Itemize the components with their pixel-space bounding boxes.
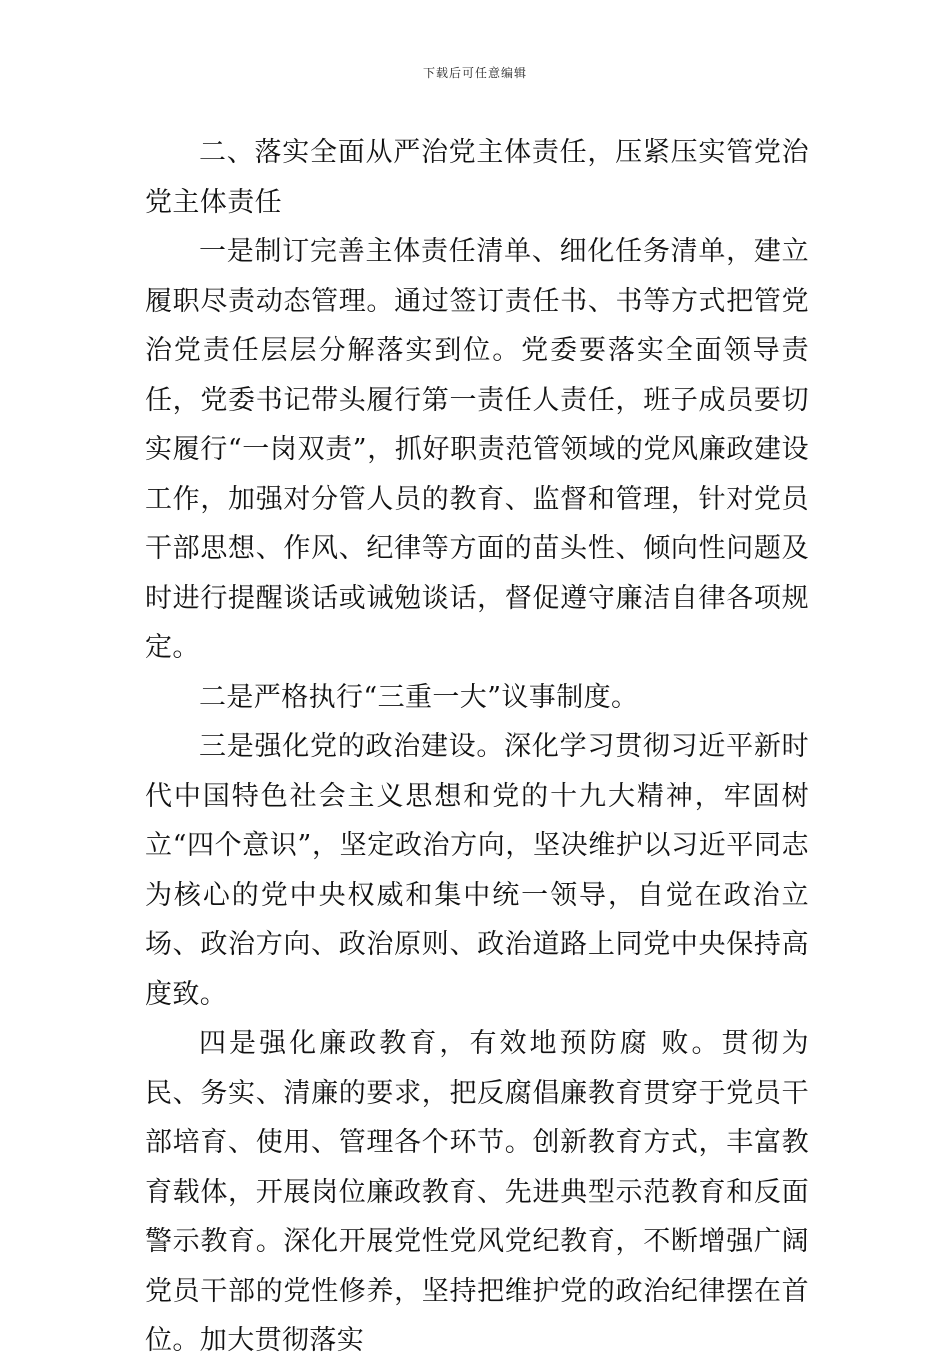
paragraph-point-four: 四是强化廉政教育，有效地预防腐 败。贯彻为民、务实、清廉的要求，把反腐倡廉教育贯穿于党员干部培育、使用、管理各个环节。创新教育方式，丰富教育载体，开展岗位廉政教育、先进典型示范教育和反面警示教育。深化开展党性党风党纪教育，不断增强广阔党员干部的党性修养，坚持把维护党的政治纪律摆在首位。加大贯彻落实 <box>145 1028 809 1356</box>
document-body <box>145 128 809 1366</box>
paragraph-point-three: 三是强化党的政治建设。深化学习贯彻习近平新时代中国特色社会主义思想和党的十九大精神，牢固树立“四个意识”，坚定政治方向，坚决维护以习近平同志为核心的党中央权威和集中统一领导，自觉在政治立场、政治方向、政治原则、政治道路上同党中央保持高度致。 <box>145 731 809 1010</box>
paragraph-point-two: 二是严格执行“三重一大”议事制度。 <box>199 681 639 713</box>
paragraph-point-one: 一是制订完善主体责任清单、细化任务清单，建立履职尽责动态管理。通过签订责任书、书等方式把管党治党责任层层分解落实到位。党委要落实全面领导责任，党委书记带头履行第一责任人责任，班子成员要切实履行“一岗双责”，抓好职责范管领域的党风廉政建设工作，加强对分管人员的教育、监督和管理，针对党员干部思想、作风、纪律等方面的苗头性、倾向性问题及时进行提醒谈话或诫勉谈话，督促遵守廉洁自律各项规定。 <box>145 236 809 663</box>
page-header-note: 下载后可任意编辑 <box>422 66 527 80</box>
section-heading: 二、落实全面从严治党主体责任，压紧压实管党治党主体责任 <box>145 137 809 218</box>
